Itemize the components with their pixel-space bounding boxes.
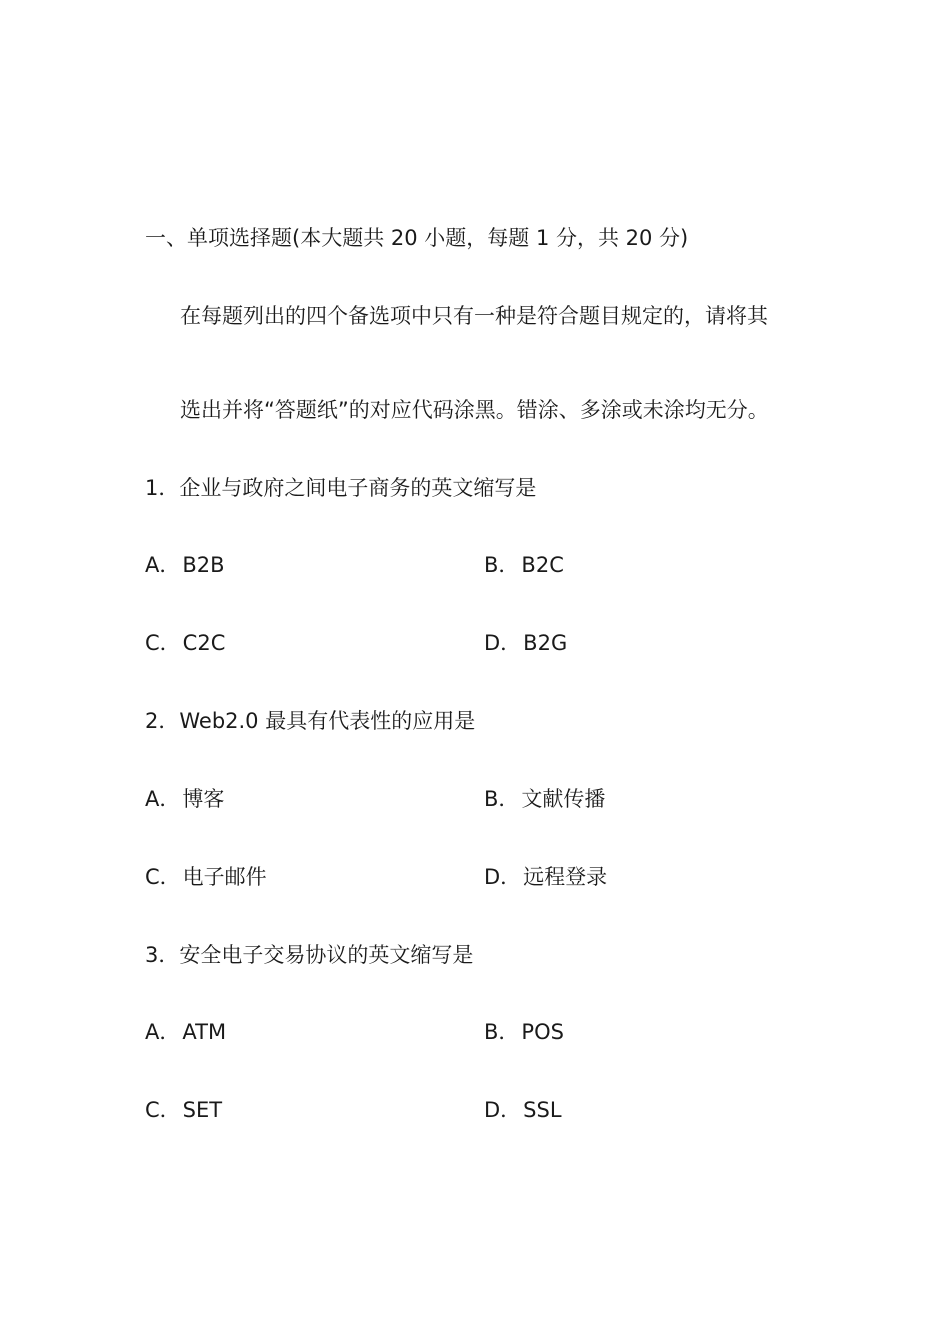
option-text: B2B (182, 553, 225, 577)
option-letter: A． (145, 553, 181, 577)
question-2-option-d (484, 863, 607, 891)
question-3-option-b (484, 1018, 564, 1046)
option-text: 电子邮件 (182, 865, 267, 889)
option-text: SET (182, 1098, 223, 1122)
question-3-stem: 3．安全电子交易协议的英文缩写是 (145, 943, 474, 967)
option-letter: B． (484, 553, 520, 577)
option-text: C2C (182, 631, 226, 655)
question-1-option-d (484, 629, 567, 657)
option-letter: B． (484, 1020, 520, 1044)
question-2-option-c (145, 863, 267, 891)
option-letter: B． (484, 787, 520, 811)
instruction-line-2: 选出并将“答题纸”的对应代码涂黑。错涂、多涂或未涂均无分。 (180, 398, 769, 422)
option-text: POS (521, 1020, 564, 1044)
option-letter: C． (145, 865, 181, 889)
option-letter: D． (484, 631, 522, 655)
question-2-option-a (145, 785, 224, 813)
option-text: 文献传播 (521, 787, 606, 811)
question-2-option-b (484, 785, 605, 813)
question-3-option-d (484, 1096, 562, 1124)
option-letter: D． (484, 865, 522, 889)
option-letter: A． (145, 1020, 181, 1044)
option-letter: C． (145, 631, 181, 655)
question-1-option-a (145, 551, 225, 579)
option-text: 博客 (182, 787, 225, 811)
question-3-option-c (145, 1096, 222, 1124)
question-2-stem: 2．Web2.0 最具有代表性的应用是 (145, 709, 476, 733)
option-text: 远程登录 (523, 865, 608, 889)
option-text: ATM (182, 1020, 227, 1044)
question-1-option-b (484, 551, 564, 579)
question-1-stem: 1．企业与政府之间电子商务的英文缩写是 (145, 476, 537, 500)
question-1-option-c (145, 629, 225, 657)
option-text: B2C (521, 553, 564, 577)
option-letter: A． (145, 787, 181, 811)
question-3-option-a (145, 1018, 226, 1046)
option-text: B2G (523, 631, 568, 655)
option-letter: C． (145, 1098, 181, 1122)
option-letter: D． (484, 1098, 522, 1122)
option-text: SSL (523, 1098, 562, 1122)
section-heading: 一、单项选择题(本大题共 20 小题，每题 1 分，共 20 分) (145, 226, 689, 250)
instruction-line-1: 在每题列出的四个备选项中只有一种是符合题目规定的，请将其 (180, 304, 768, 328)
